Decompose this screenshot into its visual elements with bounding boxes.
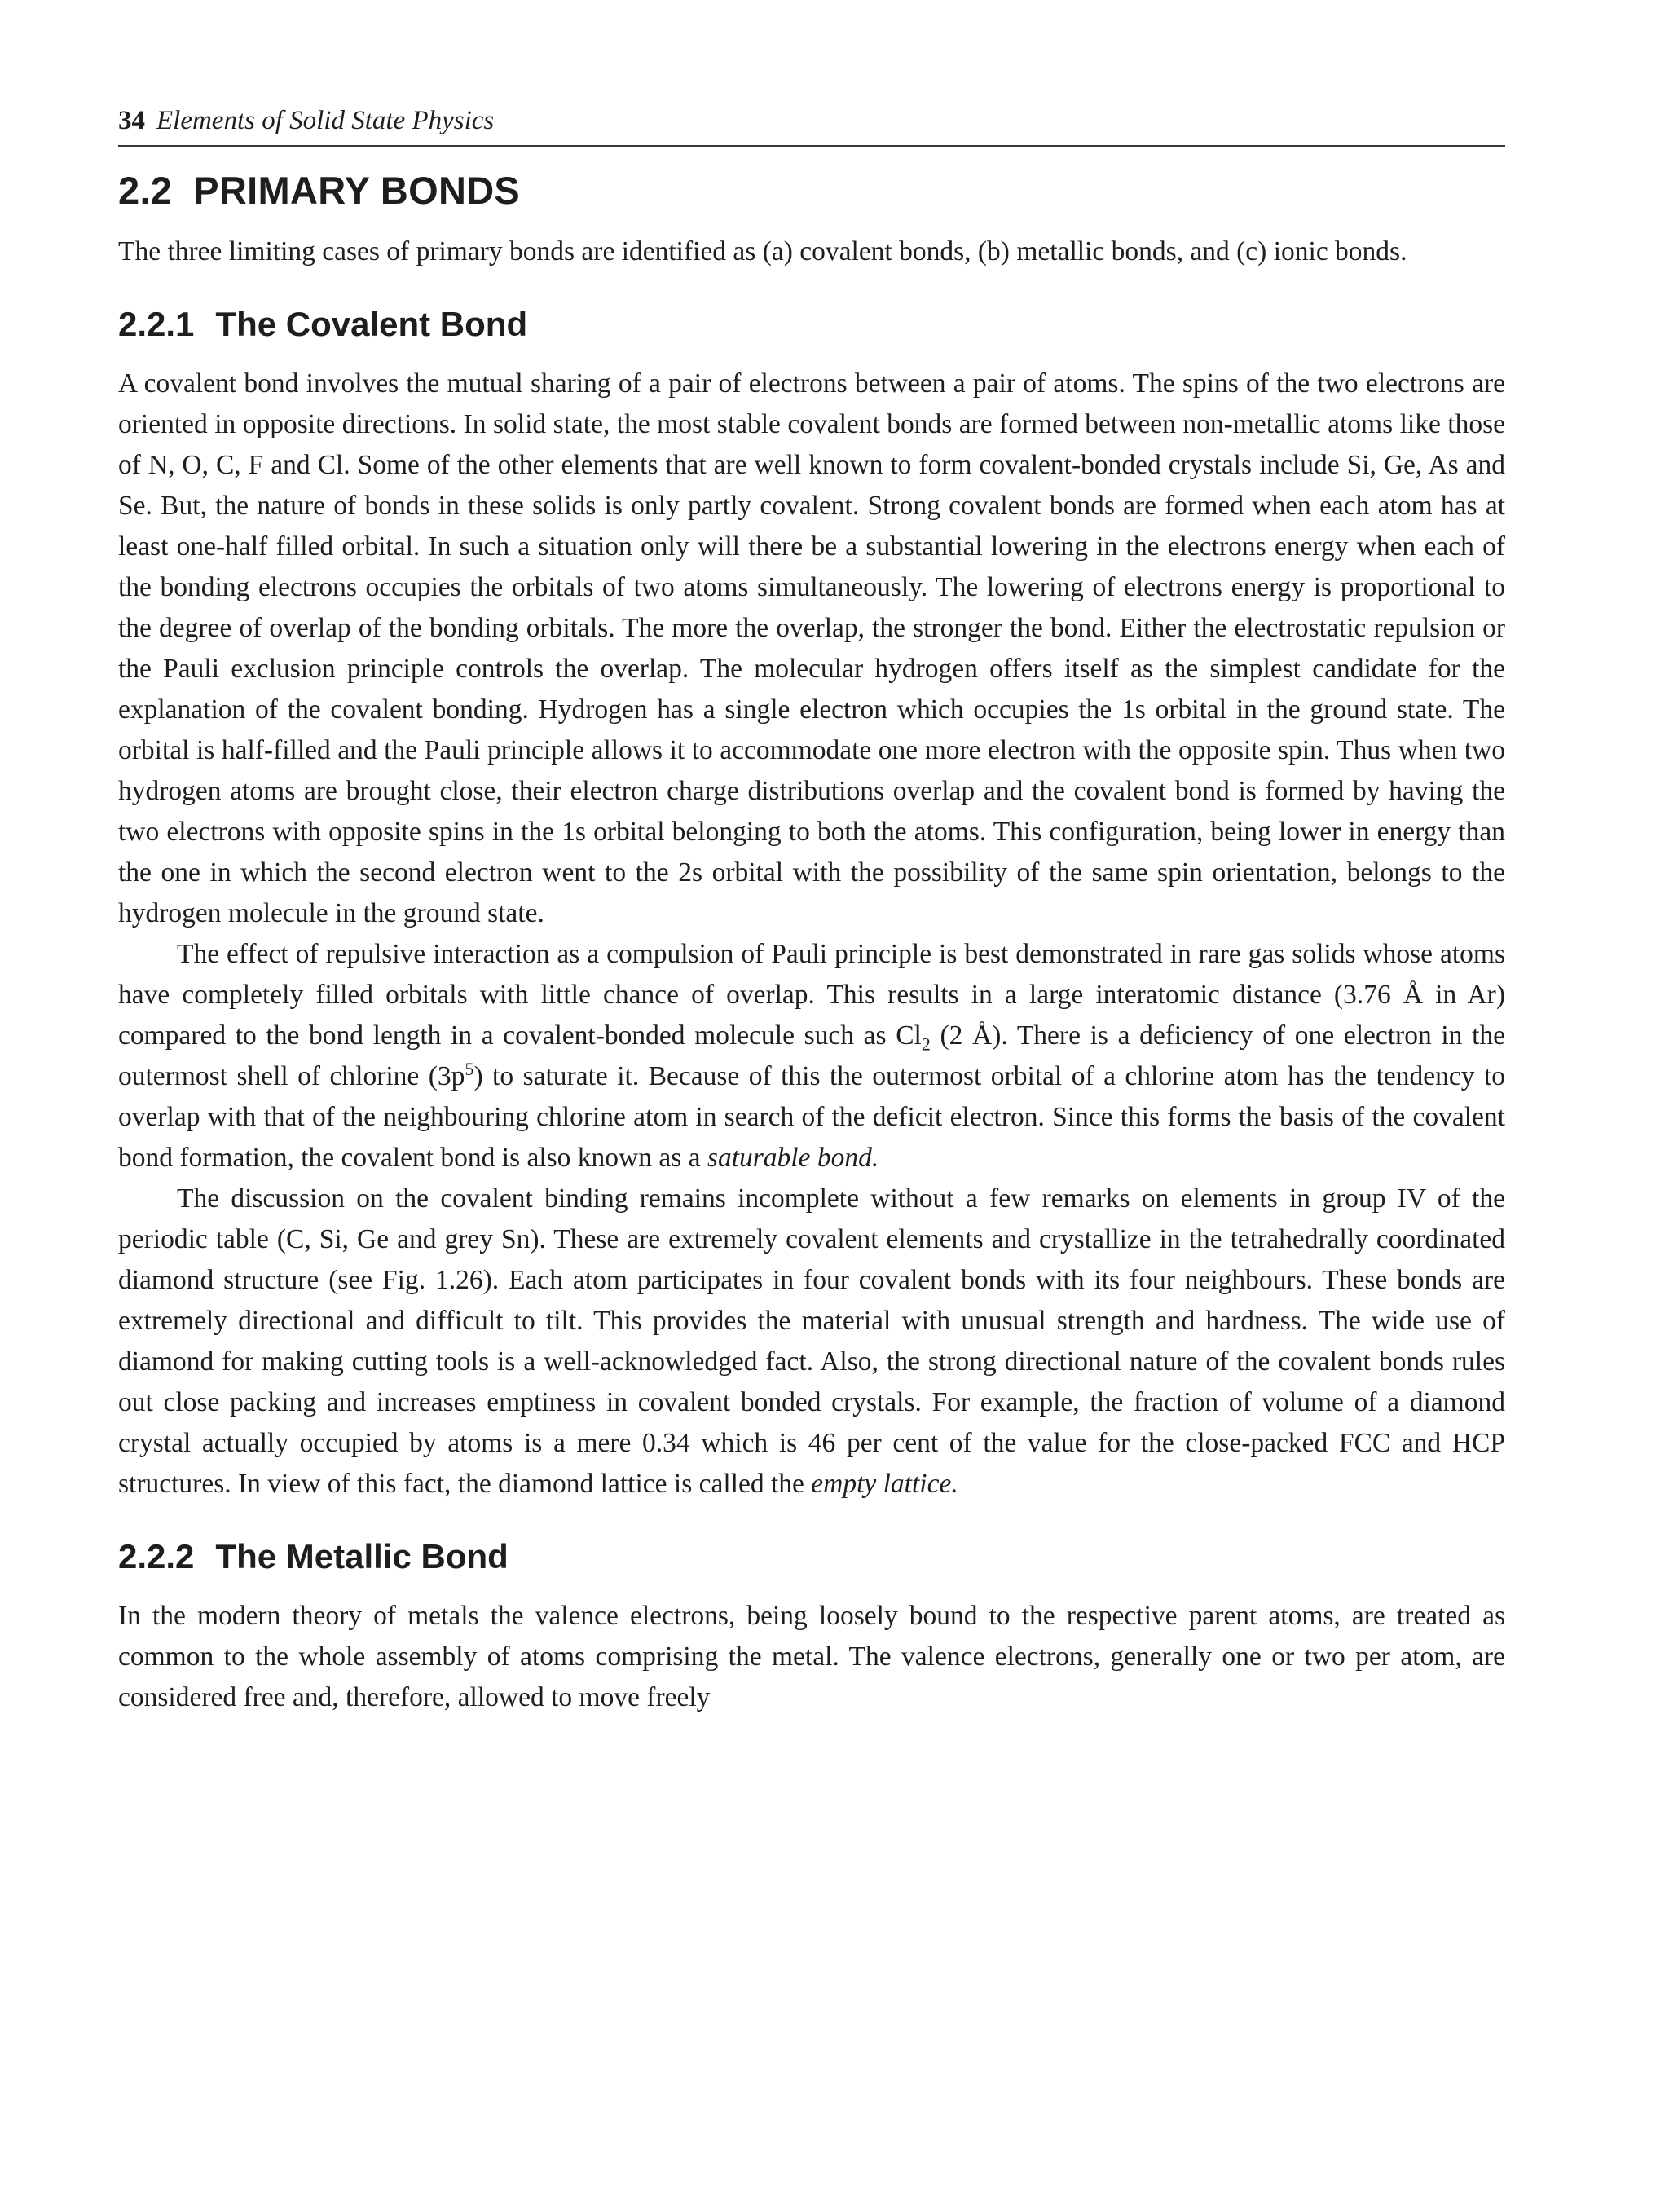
subsection-heading-metallic <box>118 1536 1505 1578</box>
covalent-paragraph-2 <box>118 934 1505 1179</box>
running-head <box>118 104 1505 147</box>
paragraph-text: (2 Å). There is a deficiency of one electron in the outermost shell of chlorine (3p <box>118 1020 1505 1091</box>
book-page <box>118 104 1505 1718</box>
section-title: PRIMARY BONDS <box>193 169 521 212</box>
superscript: 5 <box>465 1058 474 1079</box>
section-number: 2.2 <box>118 169 173 212</box>
section-heading <box>118 168 1505 214</box>
subsection-title: The Covalent Bond <box>215 305 528 343</box>
subscript: 2 <box>921 1033 931 1055</box>
page-number: 34 <box>118 106 145 135</box>
paragraph-text: The effect of repulsive interaction as a compulsion of Pauli principle is best demonstrated in rare gas solids whose atoms have completely filled orbitals with little chance of overlap. This results in a large interatomic distance (3.76 Å in Ar) compared to the bond length in a covalent-bonded molecule such as Cl <box>118 939 1505 1051</box>
emphasis-term: empty lattice. <box>811 1469 958 1499</box>
covalent-paragraph-3 <box>118 1179 1505 1505</box>
paragraph-text: ) to saturate it. Because of this the outermost orbital of a chlorine atom has the tendency to overlap with that of the neighbouring chlorine atom in search of the deficit electron. Since this forms the basis of the covalent bond formation, the covalent bond is also known as a <box>118 1061 1506 1173</box>
covalent-paragraph-1: A covalent bond involves the mutual sharing of a pair of electrons between a pair of atoms. The spins of the two electrons are oriented in opposite directions. In solid state, the most stable covalent bonds are formed between non-metallic atoms like those of N, O, C, F and Cl. Some of the other elements that are well known to form covalent-bonded crystals include Si, Ge, As and Se. But, the nature of bonds in these solids is only partly covalent. Strong covalent bonds are formed when each atom has at least one-half filled orbital. In such a situation only will there be a substantial lowering in the electrons energy when each of the bonding electrons occupies the orbitals of two atoms simultaneously. The lowering of electrons energy is proportional to the degree of overlap of the bonding orbitals. The more the overlap, the stronger the bond. Either the electrostatic repulsion or the Pauli exclusion principle controls the overlap. The molecular hydrogen offers itself as the simplest candidate for the explanation of the covalent bonding. Hydrogen has a single electron which occupies the 1s orbital in the ground state. The orbital is half-filled and the Pauli principle allows it to accommodate one more electron with the opposite spin. Thus when two hydrogen atoms are brought close, their electron charge distributions overlap and the covalent bond is formed by having the two electrons with opposite spins in the 1s orbital belonging to both the atoms. This configuration, being lower in energy than the one in which the second electron went to the 2s orbital with the possibility of the same spin orientation, belongs to the hydrogen molecule in the ground state. <box>118 368 1505 928</box>
book-title: Elements of Solid State Physics <box>156 106 495 135</box>
paragraph-text: The discussion on the covalent binding remains incomplete without a few remarks on elements in group IV of the periodic table (C, Si, Ge and grey Sn). These are extremely covalent elements and crystallize in the tetrahedrally coordinated diamond structure (see Fig. 1.26). Each atom participates in four covalent bonds with its four neighbours. These bonds are extremely directional and difficult to tilt. This provides the material with unusual strength and hardness. The wide use of diamond for making cutting tools is a well-acknowledged fact. Also, the strong directional nature of the covalent bonds rules out close packing and increases emptiness in covalent bonded crystals. For example, the fraction of volume of a diamond crystal actually occupied by atoms is a mere 0.34 which is 46 per cent of the value for the close-packed FCC and HCP structures. In view of this fact, the diamond lattice is called the <box>118 1183 1505 1499</box>
subsection-heading-covalent <box>118 303 1505 346</box>
subsection-number: 2.2.2 <box>118 1537 195 1575</box>
section-intro-paragraph: The three limiting cases of primary bonds are identified as (a) covalent bonds, (b) metallic bonds, and (c) ionic bonds. <box>118 236 1407 267</box>
metallic-paragraph-1: In the modern theory of metals the valence electrons, being loosely bound to the respective parent atoms, are treated as common to the whole assembly of atoms comprising the metal. The valence electrons, generally one or two per atom, are considered free and, therefore, allowed to move freely <box>118 1601 1505 1712</box>
subsection-title: The Metallic Bond <box>215 1537 509 1575</box>
emphasis-term: saturable bond. <box>707 1143 879 1173</box>
subsection-number: 2.2.1 <box>118 305 195 343</box>
